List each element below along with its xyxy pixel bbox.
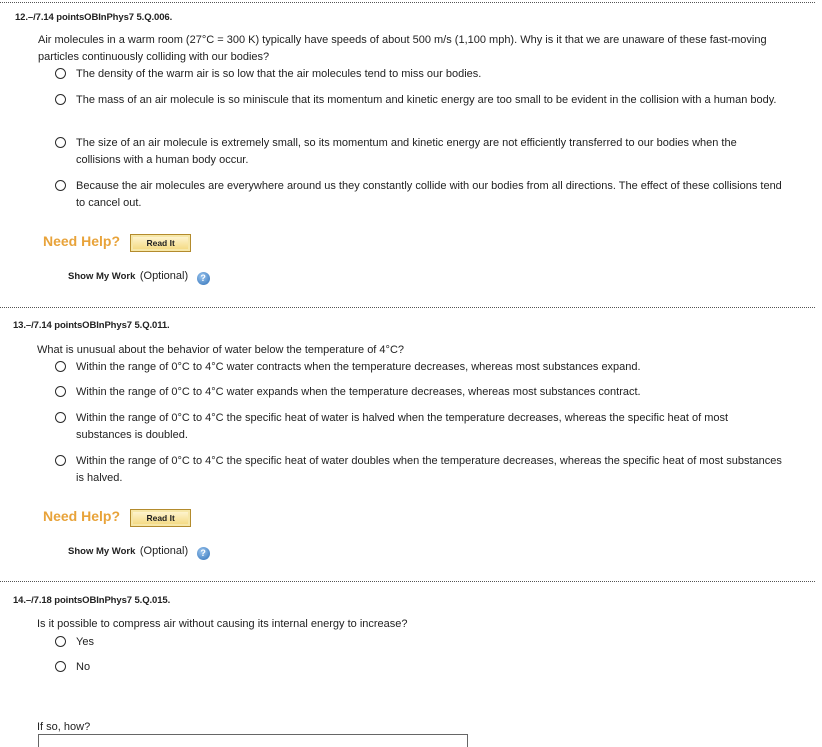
question-prompt: What is unusual about the behavior of water below the temperature of 4°C? [37,344,405,356]
answer-option[interactable] [55,410,785,444]
read-it-button[interactable]: Read It [130,509,190,527]
option-label: Because the air molecules are everywhere around us they constantly collide with our bodies from all directions. The effect of these collisions tend to cancel out. [76,180,782,209]
answer-option[interactable] [55,92,785,109]
optional-label: (Optional) [139,270,189,282]
answer-option-no[interactable] [55,659,90,676]
answer-option[interactable] [55,453,785,487]
optional-label: (Optional) [139,545,189,557]
option-label: Within the range of 0°C to 4°C the specific heat of water doubles when the temperature decreases, whereas the specific heat of most substances is halved. [76,455,782,484]
option-label: The size of an air molecule is extremely small, so its momentum and kinetic energy are not efficiently transferred to our bodies when the collisions with a human body occur. [76,137,737,166]
radio-button[interactable] [55,68,66,79]
option-label: The mass of an air molecule is so miniscule that its momentum and kinetic energy are too small to be evident in the collision with a human body. [76,94,777,106]
option-label: The density of the warm air is so low that the air molecules tend to miss our bodies. [76,68,482,80]
option-label: Within the range of 0°C to 4°C water contracts when the temperature decreases, whereas most substances expand. [76,361,641,373]
question-header: 13.–/7.14 pointsOBInPhys7 5.Q.011. [13,320,170,331]
radio-button[interactable] [55,412,66,423]
show-my-work-link[interactable]: Show My Work [68,546,136,557]
separator [0,581,815,582]
radio-button[interactable] [55,137,66,148]
answer-option[interactable] [55,384,785,401]
answer-option[interactable] [55,178,785,212]
question-header: 12.–/7.14 pointsOBInPhys7 5.Q.006. [15,12,173,23]
need-help-label: Need Help? [43,233,121,249]
show-my-work-row [68,266,210,285]
answer-option-yes[interactable] [55,634,94,651]
question-prompt: Is it possible to compress air without causing its internal energy to increase? [37,618,408,630]
radio-button[interactable] [55,361,66,372]
radio-button[interactable] [55,180,66,191]
radio-button[interactable] [55,94,66,105]
answer-textbox[interactable] [38,734,468,747]
question-prompt: Air molecules in a warm room (27°C = 300 K) typically have speeds of about 500 m/s (1,100 mph). Why is it that we are unaware of these fast-moving particles continuously colliding with our bodies? [38,34,767,63]
option-label: Within the range of 0°C to 4°C the specific heat of water is halved when the temperature decreases, whereas the specific heat of most substances is doubled. [76,412,729,441]
separator [0,2,815,3]
radio-button[interactable] [55,636,66,647]
followup-label: If so, how? [37,721,91,733]
show-my-work-link[interactable]: Show My Work [68,271,136,282]
answer-option[interactable] [55,66,785,83]
show-my-work-row [68,541,210,560]
separator [0,307,815,308]
radio-button[interactable] [55,386,66,397]
option-label: No [76,661,91,673]
need-help-row [43,233,191,252]
answer-option[interactable] [55,135,765,169]
question-header: 14.–/7.18 pointsOBInPhys7 5.Q.015. [13,595,171,606]
read-it-button[interactable]: Read It [130,234,190,252]
answer-option[interactable] [55,359,785,376]
help-question-icon[interactable]: ? [197,547,210,560]
radio-button[interactable] [55,661,66,672]
radio-button[interactable] [55,455,66,466]
option-label: Within the range of 0°C to 4°C water expands when the temperature decreases, whereas most substances contract. [76,386,641,398]
option-label: Yes [76,636,94,648]
need-help-label: Need Help? [43,508,121,524]
need-help-row [43,508,191,527]
help-question-icon[interactable]: ? [197,272,210,285]
